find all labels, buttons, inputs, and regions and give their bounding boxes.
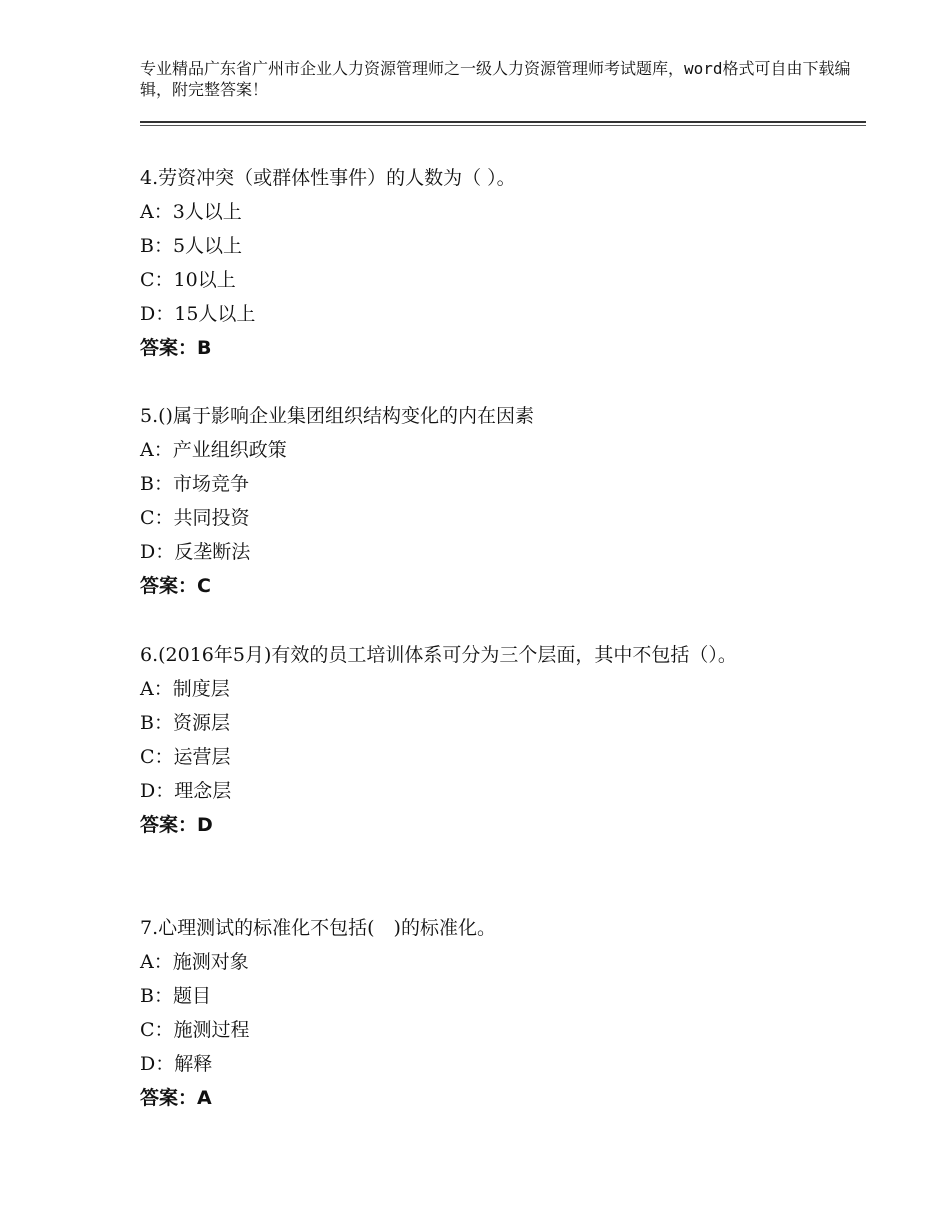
question-7 (140, 911, 860, 1115)
option-a: A：制度层 (140, 678, 230, 700)
header-divider-thin (140, 125, 866, 126)
option-d: D：解释 (140, 1053, 213, 1075)
question-stem: 5.()属于影响企业集团组织结构变化的内在因素 (140, 405, 534, 427)
question-4 (140, 161, 860, 365)
option-b: B：题目 (140, 985, 211, 1007)
option-d: D：理念层 (140, 780, 232, 802)
option-c: C：10以上 (140, 269, 236, 291)
option-c: C：施测过程 (140, 1019, 250, 1041)
option-b: B：市场竞争 (140, 473, 249, 495)
option-d: D：15人以上 (140, 303, 256, 325)
option-a: A：施测对象 (140, 951, 249, 973)
option-d: D：反垄断法 (140, 541, 251, 563)
option-c: C：运营层 (140, 746, 231, 768)
option-b: B：资源层 (140, 712, 230, 734)
question-stem: 7.心理测试的标准化不包括( )的标准化。 (140, 917, 496, 939)
document-header: 专业精品广东省广州市企业人力资源管理师之一级人力资源管理师考试题库，word格式可自由下载编辑，附完整答案！ (140, 59, 851, 99)
question-stem: 6.(2016年5月)有效的员工培训体系可分为三个层面，其中不包括（）。 (140, 644, 737, 666)
option-c: C：共同投资 (140, 507, 250, 529)
answer-label: 答案：D (140, 814, 213, 836)
option-a: A：产业组织政策 (140, 439, 287, 461)
question-6 (140, 638, 790, 842)
header-divider-thick (140, 121, 866, 123)
question-5 (140, 399, 860, 603)
option-a: A：3人以上 (140, 201, 242, 223)
answer-label: 答案：B (140, 337, 212, 359)
question-stem: 4.劳资冲突（或群体性事件）的人数为（ ）。 (140, 167, 516, 189)
answer-label: 答案：A (140, 1087, 212, 1109)
answer-label: 答案：C (140, 575, 211, 597)
option-b: B：5人以上 (140, 235, 243, 257)
